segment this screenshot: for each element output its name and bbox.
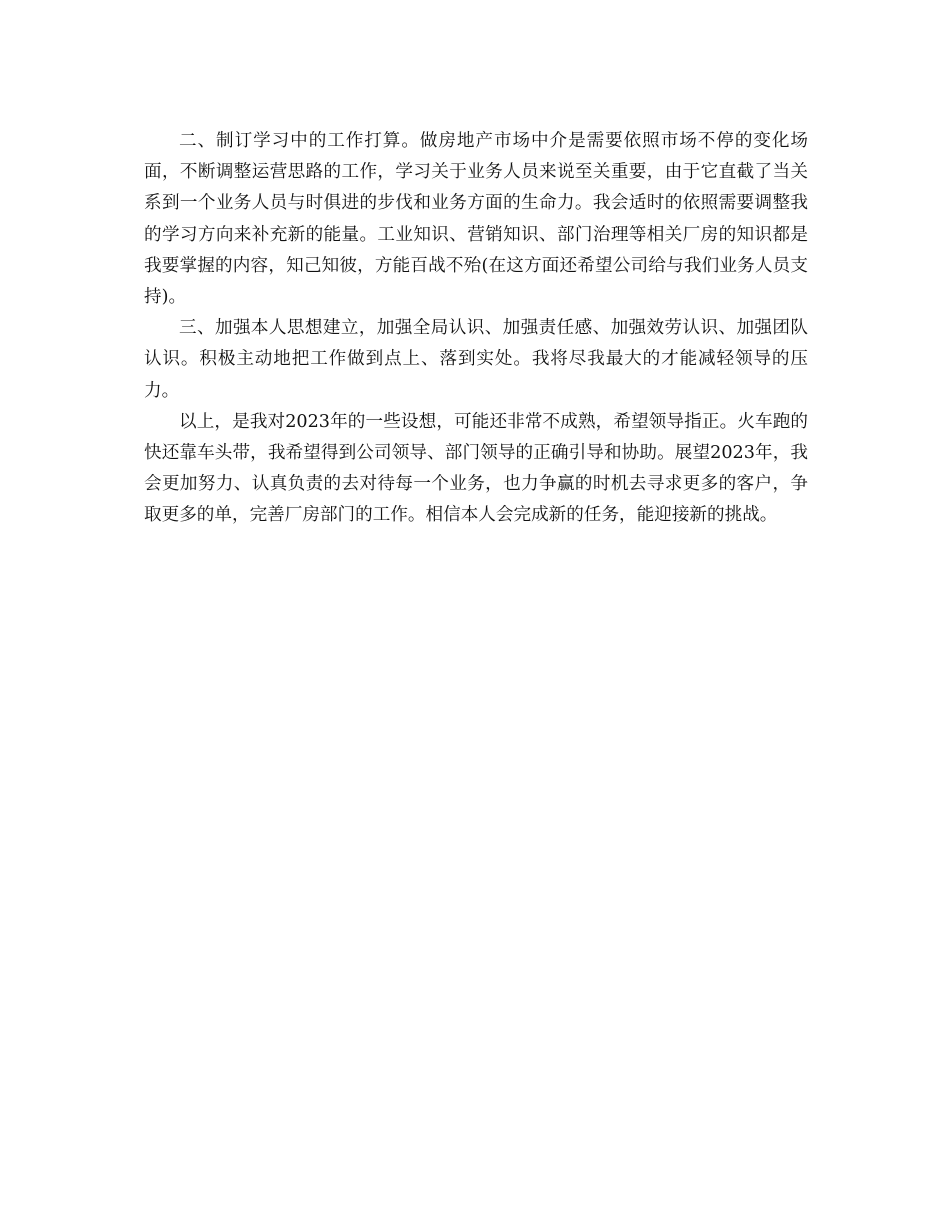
document-body — [144, 126, 808, 532]
paragraph-self-improvement: 三、加强本人思想建立，加强全局认识、加强责任感、加强效劳认识、加强团队认识。积极主动地把工作做到点上、落到实处。我将尽我最大的才能减轻领导的压力。 — [144, 318, 808, 401]
paragraph-conclusion: 以上，是我对2023年的一些设想，可能还非常不成熟，希望领导指正。火车跑的快还靠车头带，我希望得到公司领导、部门领导的正确引导和协助。展望2023年，我会更加努力、认真负责的去对待每一个业务，也力争赢的时机去寻求更多的客户，争取更多的单，完善厂房部门的工作。相信本人会完成新的任务，能迎接新的挑战。 — [144, 411, 808, 526]
paragraph-work-plan: 二、制订学习中的工作打算。做房地产市场中介是需要依照市场不停的变化场面，不断调整运营思路的工作，学习关于业务人员来说至关重要，由于它直截了当关系到一个业务人员与时俱进的步伐和业务方面的生命力。我会适时的依照需要调整我的学习方向来补充新的能量。工业知识、营销知识、部门治理等相关厂房的知识都是我要掌握的内容，知己知彼，方能百战不殆(在这方面还希望公司给与我们业务人员支持)。 — [144, 131, 808, 308]
